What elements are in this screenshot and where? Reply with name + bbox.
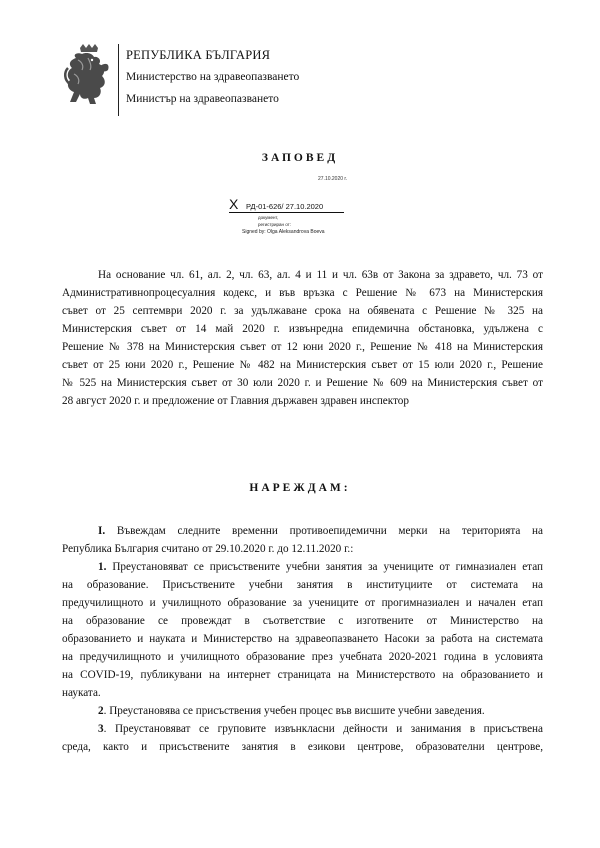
intro-line: На основание чл. 61, ал. 2, чл. 63, ал. 4 и 11 и чл. 63в от Закона за здравето, чл. 73 от: [98, 269, 543, 281]
item-3-text: . Преустановяват се груповите извънкласни дейности и занимания в присъствена: [103, 723, 543, 735]
item-1-line: образованието и науката и Министерство на здравеопазването Насоки за работа на системата: [62, 633, 543, 645]
signature-note-2: регистриран от:: [258, 222, 291, 227]
item-3-line: [62, 720, 543, 738]
item-2-marker: 2: [98, 705, 104, 717]
header-ministry: Министерство на здравеопазването: [126, 71, 300, 83]
section-one-text: Въвеждам следните временни противоепидемични мерки на територията на: [105, 525, 543, 537]
section-one: [62, 522, 543, 756]
intro-line: 28 август 2020 г. и предложение от Главния държавен здравен инспектор: [62, 395, 409, 407]
intro-line: съвет от 25 септември 2020 г. за удължаване срока на обявената с Решение № 325 на: [62, 305, 543, 317]
title-date: 27.10.2020 г.: [318, 176, 348, 182]
item-1-text: Преустановяват се присъствените учебни занятия за учениците от гимназиален етап: [106, 561, 543, 573]
intro-paragraph: [62, 266, 543, 410]
header-divider: [118, 44, 119, 116]
signature-mark: X: [229, 196, 239, 212]
item-3-line: среда, както и присъствените занятия в езикови центрове, образователни центрове,: [62, 741, 543, 753]
document-title: ЗАПОВЕД: [261, 152, 339, 164]
item-1-line: на образование се провеждат в съответствие с изготвените от Министерство на: [62, 615, 543, 627]
registration-number: РД-01-626/ 27.10.2020: [246, 202, 324, 211]
section-marker: I.: [98, 525, 106, 537]
section-one-line: Република България считано от 29.10.2020 г. до 12.11.2020 г.:: [62, 543, 354, 555]
item-2-text: . Преустановява се присъствения учебен процес във висшите учебни заведения.: [103, 705, 485, 717]
intro-line: № 525 на Министерския съвет от 30 юли 2020 г. и Решение № 609 на Министерския съвет от: [62, 377, 543, 389]
signed-by: Signed by: Olga Aleksandrova Boeva: [242, 229, 325, 235]
header-minister: Министър на здравеопазването: [126, 93, 279, 105]
item-1-marker: 1.: [98, 561, 107, 573]
item-1-line: науката.: [62, 687, 101, 699]
item-1-line: на предучилищното и училищното образование през учебната 2020-2021 година в условията: [62, 651, 543, 663]
coat-of-arms-icon: [62, 44, 114, 106]
item-2-line: [62, 702, 543, 720]
order-heading: НАРЕЖДАМ:: [249, 482, 351, 494]
item-1-line: на образование. Присъствените учебни занятия в институциите от системата на: [62, 579, 543, 591]
intro-line: Решение № 378 на Министерския съвет от 12 юни 2020 г., Решение № 418 на Министерския: [62, 341, 543, 353]
intro-line: съвет от 25 юни 2020 г., Решение № 482 на Министерския съвет от 15 юли 2020 г., Решение: [62, 359, 543, 371]
section-one-line: [62, 522, 543, 540]
item-1-line: на COVID-19, публикувани на интернет страницата на Министерството на образованието и: [62, 669, 543, 681]
header-country: РЕПУБЛИКА БЪЛГАРИЯ: [126, 48, 271, 62]
item-1-line: [62, 558, 543, 576]
intro-line: Административнопроцесуалния кодекс, и във връзка с Решение № 673 на Министерския: [62, 287, 543, 299]
item-1-line: предучилищното и училищното образование за учениците от прогимназиален и начален етап: [62, 597, 543, 609]
signature-note-1: документ,: [258, 215, 279, 220]
intro-line: Министерския съвет от 14 май 2020 г. извънредна епидемична обстановка, удължена с: [62, 323, 543, 335]
signature-line: [229, 212, 344, 213]
item-3-marker: 3: [98, 723, 104, 735]
